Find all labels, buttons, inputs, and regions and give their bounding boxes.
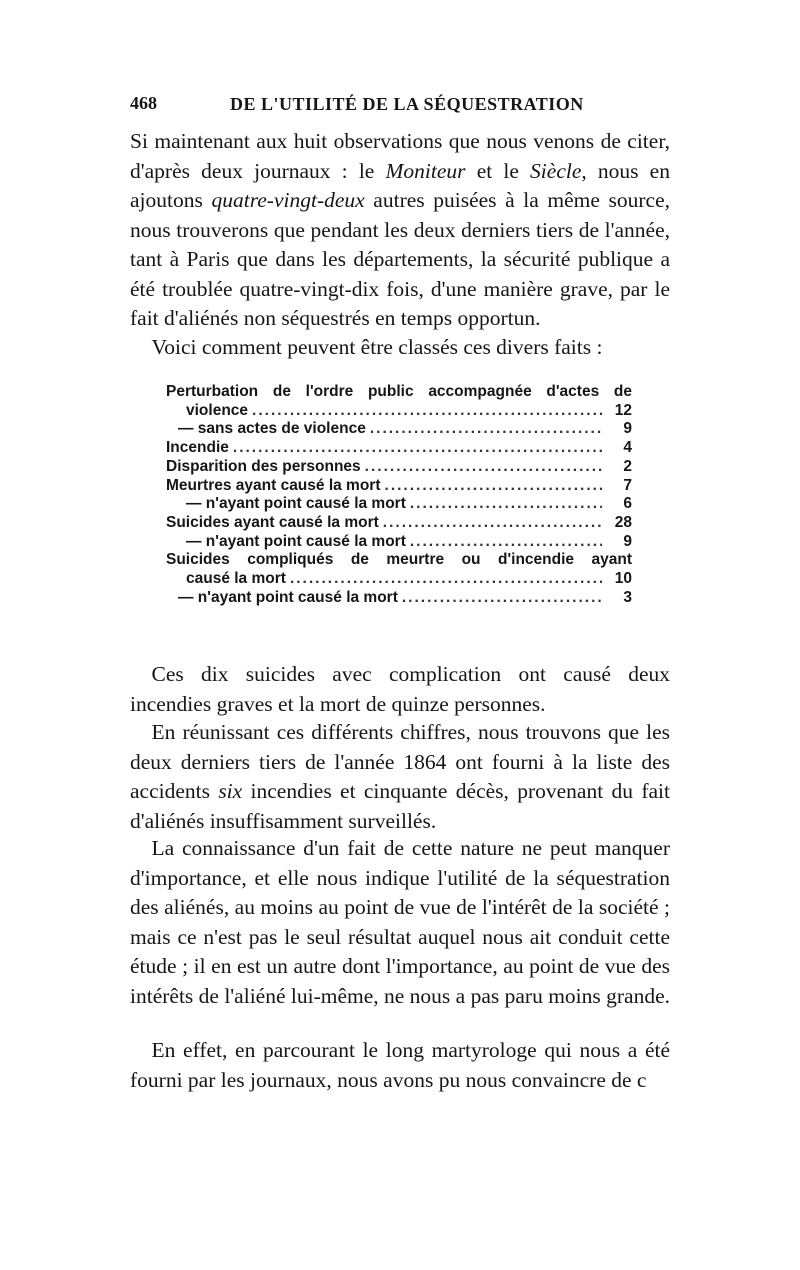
row-value: 28 (614, 513, 632, 531)
row-label: — n'ayant point causé la mort (186, 495, 406, 513)
table-row (166, 458, 632, 477)
row-value: 10 (614, 570, 632, 588)
moniteur-title: Moniteur (385, 158, 466, 183)
row-label: Meurtres ayant causé la mort (166, 476, 381, 494)
table-row (166, 420, 632, 439)
six-emphasis: six (218, 779, 243, 803)
row-value: 9 (623, 532, 632, 550)
quatre-vingt-deux-emphasis: quatre-vingt-deux (211, 188, 365, 212)
paragraph-3: Ces dix suicides avec complication ont causé deux incendies graves et la mort de quinze personnes. (130, 662, 670, 716)
row-label: violence (186, 401, 249, 419)
row-value: 7 (623, 476, 632, 494)
row-value: 12 (614, 401, 632, 419)
paragraph-2: Voici comment peuvent être classés ces divers faits : (151, 335, 603, 359)
row-label: causé la mort (186, 570, 286, 588)
row-label: Suicides compliqués de meurtre ou d'incendie ayant (166, 551, 632, 569)
table-row (166, 402, 632, 421)
table-row (166, 495, 632, 514)
table-row (166, 439, 632, 458)
paragraph-1: Si maintenant aux huit observations que nous venons de citer, d'après deux journaux : le Moniteur et le Siècle, nous en ajoutons quatre-vingt-deux autres puisées à la même source, nous trouverons que pendant les deux derniers tiers de l'année, tant à Paris que dans les départements, la sécurité publique a été troublée quatre-vingt-dix fois, d'une manière grave, par le fait d'aliénés non séquestrés en temps opportun. (130, 129, 670, 330)
table-row (166, 570, 632, 589)
row-label: Incendie (166, 439, 229, 457)
row-label: Suicides ayant causé la mort (166, 513, 379, 531)
row-value: 4 (623, 439, 632, 457)
siecle-title: Siècle (530, 158, 582, 183)
row-value: 3 (623, 588, 632, 606)
page-header (130, 93, 670, 115)
table-row (166, 533, 632, 552)
row-value: 9 (623, 420, 632, 438)
running-title: DE L'UTILITÉ DE LA SÉQUESTRATION (230, 94, 584, 114)
row-label: — n'ayant point causé la mort (178, 588, 398, 606)
row-label: — sans actes de violence (178, 420, 366, 438)
row-value: 6 (623, 495, 632, 513)
paragraph-6: En effet, en parcourant le long martyrologe qui nous a été fourni par les journaux, nous avons pu nous convaincre de c (130, 1038, 670, 1092)
row-label: Perturbation de l'ordre public accompagnée d'actes de (166, 383, 632, 400)
table-row (166, 589, 632, 608)
table-row (166, 551, 632, 570)
table-row (166, 383, 632, 402)
row-label: Disparition des personnes (166, 457, 361, 475)
row-value: 2 (623, 457, 632, 475)
page-number: 468 (130, 93, 157, 113)
paragraph-4: En réunissant ces différents chiffres, nous trouvons que les deux derniers tiers de l'année 1864 ont fourni à la liste des accidents six incendies et cinquante décès, provenant du fait d'aliénés insuffisamment surveillés. (130, 720, 670, 833)
table-row (166, 514, 632, 533)
table-row (166, 477, 632, 496)
paragraph-5: La connaissance d'un fait de cette nature ne peut manquer d'importance, et elle nous indique l'utilité de la séquestration des aliénés, au moins au point de vue de l'intérêt de la société ; mais ce n'est pas le seul résultat auquel nous ait conduit cette étude ; il en est un autre dont l'importance, au point de vue des intérêts de l'aliéné lui-même, ne nous a pas paru moins grande. (130, 836, 671, 1008)
row-label: — n'ayant point causé la mort (186, 532, 406, 550)
incident-table (166, 383, 632, 607)
